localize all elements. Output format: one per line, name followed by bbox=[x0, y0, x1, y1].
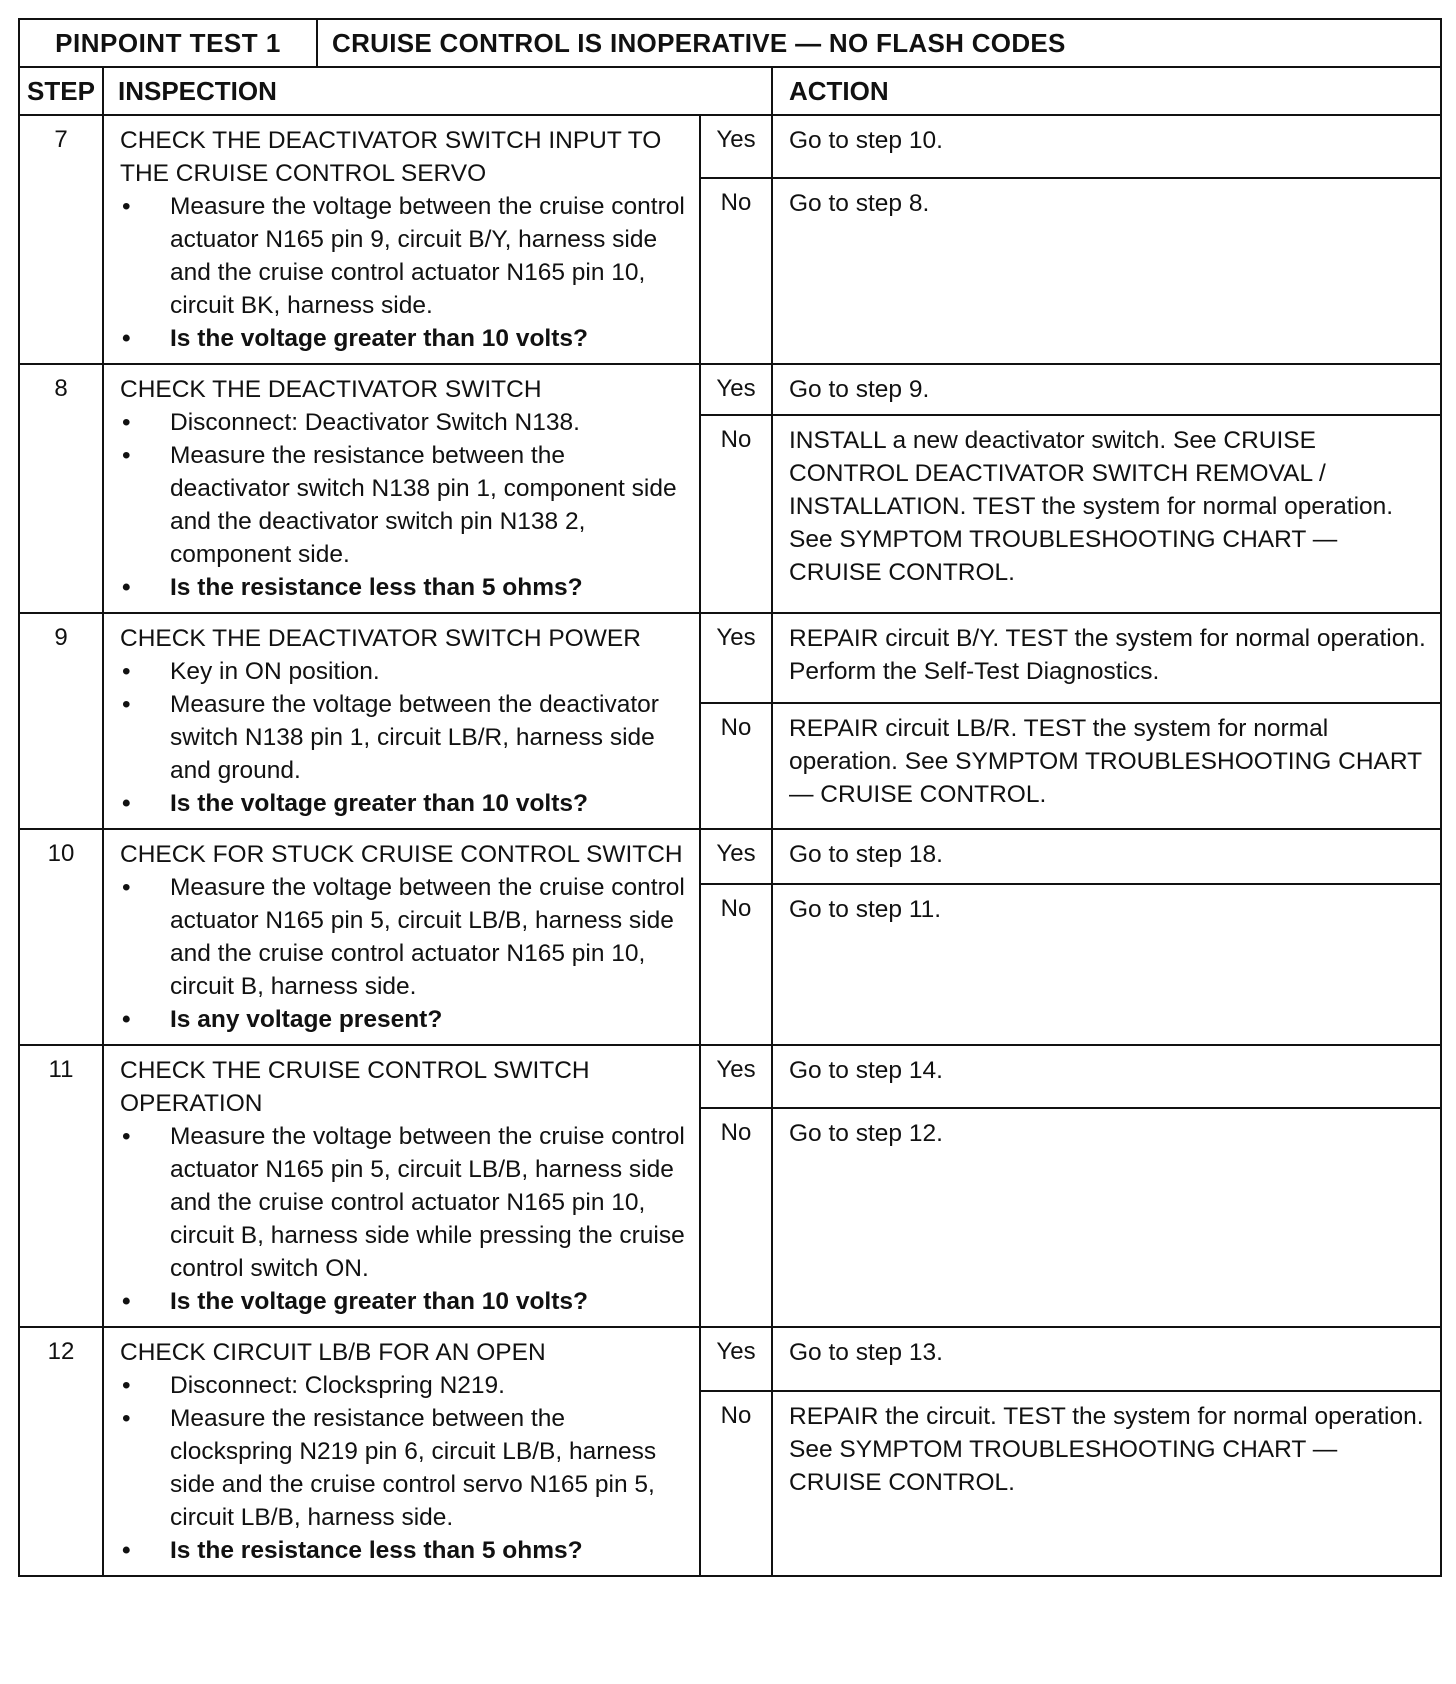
inspection-bullets bbox=[120, 1369, 689, 1567]
test-description: CRUISE CONTROL IS INOPERATIVE — NO FLASH CODES bbox=[317, 19, 1441, 67]
no-label: No bbox=[700, 178, 772, 364]
inspection-bullet: • Measure the voltage between the cruise control actuator N165 pin 5, circuit LB/B, harness side and the cruise control actuator N165 pin 10, circuit B, harness side. bbox=[120, 871, 689, 1003]
inspection-question: • Is the resistance less than 5 ohms? bbox=[120, 1534, 689, 1567]
inspection-bullet: • Measure the voltage between the cruise control actuator N165 pin 5, circuit LB/B, harness side and the cruise control actuator N165 pin 10, circuit B, harness side while pressing the cruise control switch ON. bbox=[120, 1120, 689, 1285]
inspection-heading: CHECK CIRCUIT LB/B FOR AN OPEN bbox=[120, 1339, 546, 1366]
step-row bbox=[19, 829, 1441, 884]
inspection-bullets bbox=[120, 406, 689, 604]
yes-action: Go to step 18. bbox=[772, 829, 1441, 884]
no-action: REPAIR the circuit. TEST the system for normal operation. See SYMPTOM TROUBLESHOOTING CHART — CRUISE CONTROL. bbox=[772, 1391, 1441, 1576]
step-header: STEP bbox=[19, 67, 103, 115]
yes-label: Yes bbox=[700, 1045, 772, 1108]
inspection-bullet: • Measure the resistance between the deactivator switch N138 pin 1, component side and the deactivator switch pin N138 2, component side. bbox=[120, 439, 689, 571]
step-number: 10 bbox=[19, 829, 103, 1045]
step-row bbox=[19, 1045, 1441, 1108]
header-row bbox=[19, 67, 1441, 115]
inspection-bullet: • Measure the voltage between the cruise control actuator N165 pin 9, circuit B/Y, harness side and the cruise control actuator N165 pin 10, circuit BK, harness side. bbox=[120, 190, 689, 322]
step-number: 11 bbox=[19, 1045, 103, 1327]
inspection-bullets bbox=[120, 871, 689, 1036]
step-row bbox=[19, 1327, 1441, 1391]
no-label: No bbox=[700, 415, 772, 613]
inspection-question: • Is the resistance less than 5 ohms? bbox=[120, 571, 689, 604]
yes-action: Go to step 10. bbox=[772, 115, 1441, 178]
step-number: 9 bbox=[19, 613, 103, 829]
no-label: No bbox=[700, 1391, 772, 1576]
no-action: INSTALL a new deactivator switch. See CRUISE CONTROL DEACTIVATOR SWITCH REMOVAL / INSTALLATION. TEST the system for normal operation. See SYMPTOM TROUBLESHOOTING CHART — CRUISE CONTROL. bbox=[772, 415, 1441, 613]
action-header: ACTION bbox=[772, 67, 1441, 115]
no-label: No bbox=[700, 1108, 772, 1327]
yes-label: Yes bbox=[700, 829, 772, 884]
yes-action: Go to step 13. bbox=[772, 1327, 1441, 1391]
step-row bbox=[19, 115, 1441, 178]
inspection-heading: CHECK THE DEACTIVATOR SWITCH INPUT TO THE CRUISE CONTROL SERVO bbox=[120, 127, 662, 187]
inspection-cell bbox=[103, 1045, 700, 1327]
inspection-cell bbox=[103, 613, 700, 829]
no-label: No bbox=[700, 703, 772, 829]
inspection-cell bbox=[103, 829, 700, 1045]
inspection-heading: CHECK THE CRUISE CONTROL SWITCH OPERATION bbox=[120, 1057, 590, 1117]
yes-label: Yes bbox=[700, 1327, 772, 1391]
inspection-heading: CHECK THE DEACTIVATOR SWITCH POWER bbox=[120, 625, 641, 652]
inspection-bullet: • Measure the resistance between the clockspring N219 pin 6, circuit LB/B, harness side and the cruise control servo N165 pin 5, circuit LB/B, harness side. bbox=[120, 1402, 689, 1534]
pinpoint-test-sheet bbox=[18, 18, 1442, 1577]
inspection-cell bbox=[103, 1327, 700, 1576]
inspection-bullets bbox=[120, 655, 689, 820]
inspection-question: • Is the voltage greater than 10 volts? bbox=[120, 1285, 689, 1318]
inspection-bullet: • Disconnect: Deactivator Switch N138. bbox=[120, 406, 689, 439]
no-action: REPAIR circuit LB/R. TEST the system for normal operation. See SYMPTOM TROUBLESHOOTING CHART — CRUISE CONTROL. bbox=[772, 703, 1441, 829]
no-label: No bbox=[700, 884, 772, 1045]
inspection-cell bbox=[103, 115, 700, 364]
no-action: Go to step 8. bbox=[772, 178, 1441, 364]
inspection-question: • Is the voltage greater than 10 volts? bbox=[120, 322, 689, 355]
step-number: 12 bbox=[19, 1327, 103, 1576]
inspection-header: INSPECTION bbox=[103, 67, 772, 115]
inspection-bullet: • Key in ON position. bbox=[120, 655, 689, 688]
no-action: Go to step 11. bbox=[772, 884, 1441, 1045]
yes-action: REPAIR circuit B/Y. TEST the system for normal operation. Perform the Self-Test Diagnostics. bbox=[772, 613, 1441, 703]
inspection-question: • Is the voltage greater than 10 volts? bbox=[120, 787, 689, 820]
step-number: 7 bbox=[19, 115, 103, 364]
title-row bbox=[19, 19, 1441, 67]
inspection-bullets bbox=[120, 1120, 689, 1318]
yes-label: Yes bbox=[700, 115, 772, 178]
yes-label: Yes bbox=[700, 364, 772, 415]
step-row bbox=[19, 613, 1441, 703]
step-number: 8 bbox=[19, 364, 103, 613]
inspection-question: • Is any voltage present? bbox=[120, 1003, 689, 1036]
no-action: Go to step 12. bbox=[772, 1108, 1441, 1327]
inspection-heading: CHECK FOR STUCK CRUISE CONTROL SWITCH bbox=[120, 841, 683, 868]
inspection-bullet: • Disconnect: Clockspring N219. bbox=[120, 1369, 689, 1402]
pinpoint-test-table bbox=[18, 18, 1442, 1577]
inspection-bullet: • Measure the voltage between the deactivator switch N138 pin 1, circuit LB/R, harness side and ground. bbox=[120, 688, 689, 787]
inspection-bullets bbox=[120, 190, 689, 355]
yes-label: Yes bbox=[700, 613, 772, 703]
step-row bbox=[19, 364, 1441, 415]
test-id: PINPOINT TEST 1 bbox=[19, 19, 317, 67]
yes-action: Go to step 14. bbox=[772, 1045, 1441, 1108]
yes-action: Go to step 9. bbox=[772, 364, 1441, 415]
inspection-cell bbox=[103, 364, 700, 613]
inspection-heading: CHECK THE DEACTIVATOR SWITCH bbox=[120, 376, 542, 403]
